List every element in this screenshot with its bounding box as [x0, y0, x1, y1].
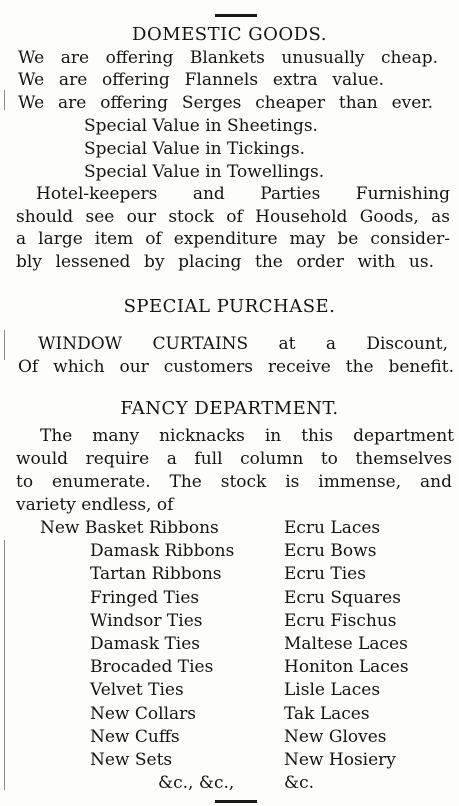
paragraph-line: to enumerate. The stock is immense, and — [16, 472, 452, 492]
list-item: Honiton Laces — [284, 657, 409, 678]
list-item: Brocaded Ties — [90, 657, 214, 678]
list-item: Windsor Ties — [90, 610, 203, 631]
special-line: Special Value in Towellings. — [84, 162, 325, 182]
list-item: Ecru Fischus — [284, 610, 397, 631]
list-item: Damask Ribbons — [90, 541, 235, 562]
item-list-right — [284, 517, 454, 795]
list-item: New Basket Ribbons — [40, 518, 219, 538]
section-heading-fancy: FANCY DEPARTMENT. — [120, 398, 339, 419]
list-item: Ecru Bows — [284, 541, 377, 562]
paragraph-line: should see our stock of Household Goods, as — [16, 207, 450, 227]
list-item: New Collars — [90, 703, 196, 724]
column-edge — [4, 330, 5, 360]
list-item: Maltese Laces — [284, 633, 408, 654]
offer-line: We are offering Flannels extra value. — [18, 70, 384, 90]
list-item: Velvet Ties — [90, 680, 184, 701]
column-edge — [4, 90, 5, 110]
special-line: Special Value in Tickings. — [84, 139, 306, 159]
section-heading-special-purchase: SPECIAL PURCHASE. — [123, 296, 336, 317]
special-purchase-line: Of which our customers receive the benefit. — [18, 357, 454, 377]
paragraph-line: The many nicknacks in this department — [40, 426, 454, 446]
item-list-left — [40, 517, 265, 795]
list-item: New Cuffs — [90, 726, 180, 747]
list-item: Ecru Laces — [284, 518, 381, 538]
offer-line: We are offering Serges cheaper than ever. — [18, 93, 433, 113]
paragraph-line: would require a full column to themselves — [16, 449, 452, 469]
paragraph-line: a large item of expenditure may be consider- — [16, 229, 450, 249]
special-line: Special Value in Sheetings. — [84, 116, 318, 136]
list-item: &c. — [284, 773, 315, 794]
list-item: Fringed Ties — [90, 587, 200, 608]
offer-line: We are offering Blankets unusually cheap. — [18, 48, 438, 68]
column-edge — [4, 540, 5, 790]
list-item: Tartan Ribbons — [90, 564, 222, 585]
paragraph-line: variety endless, of — [16, 495, 174, 515]
list-item: Lisle Laces — [284, 680, 381, 701]
list-item: New Gloves — [284, 726, 387, 747]
list-item: Ecru Ties — [284, 564, 366, 585]
paragraph-line: Hotel-keepers and Parties Furnishing — [36, 184, 450, 204]
section-heading-domestic: DOMESTIC GOODS. — [132, 24, 327, 45]
bottom-rule — [215, 800, 257, 803]
list-item: New Hosiery — [284, 749, 396, 770]
list-item: &c., &c., — [158, 773, 235, 794]
list-item: New Sets — [90, 749, 173, 770]
special-purchase-line: WINDOW CURTAINS at a Discount, — [38, 334, 448, 354]
list-item: Damask Ties — [90, 633, 201, 654]
top-rule — [215, 14, 257, 17]
paragraph-line: bly lessened by placing the order with us. — [16, 252, 434, 272]
list-item: Ecru Squares — [284, 587, 401, 608]
list-item: Tak Laces — [284, 703, 370, 724]
